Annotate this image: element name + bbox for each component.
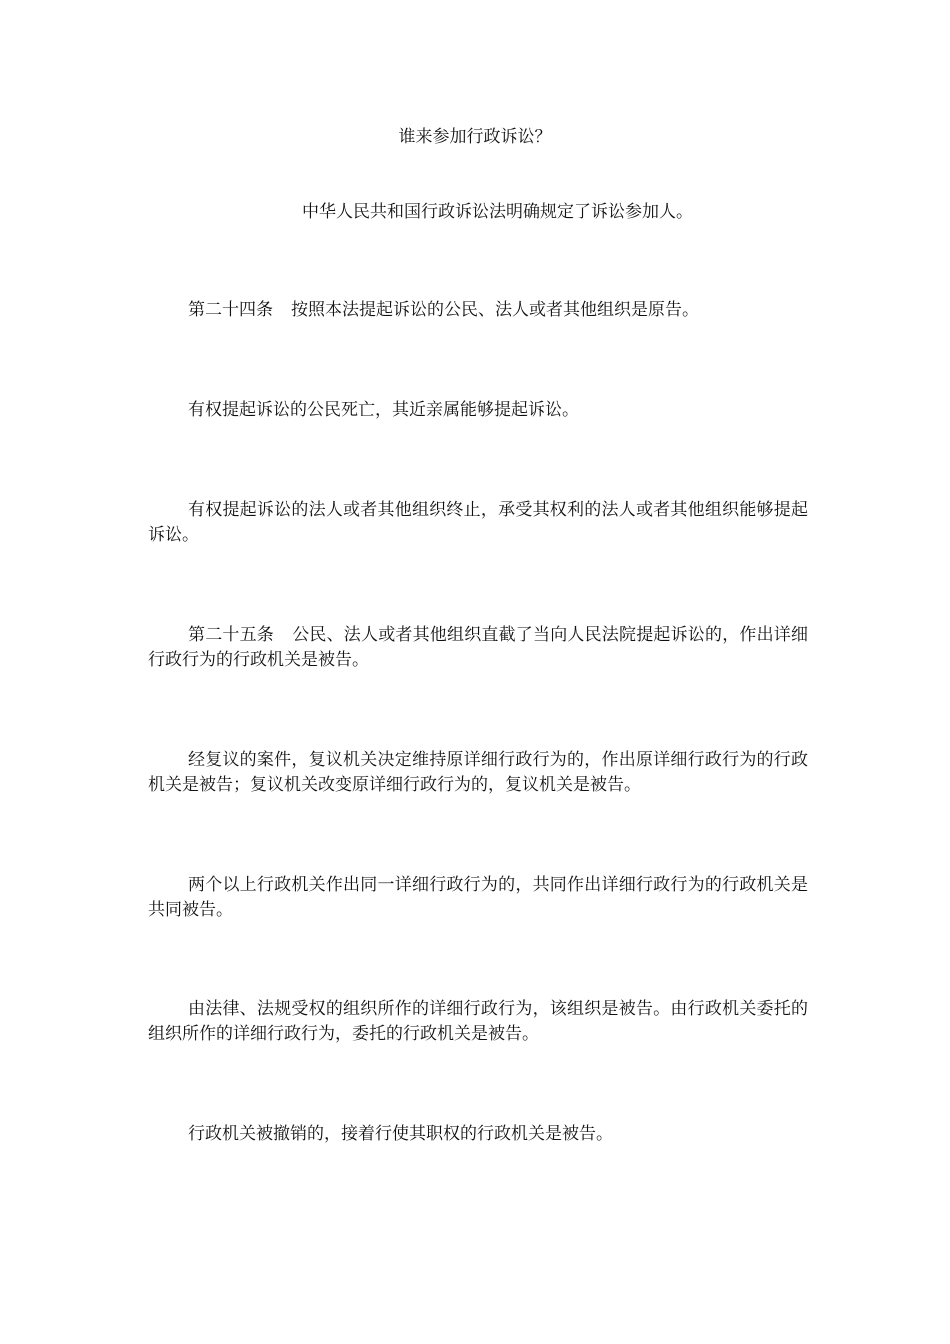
- paragraph: 有权提起诉讼的法人或者其他组织终止，承受其权利的法人或者其他组织能够提起诉讼。: [148, 500, 808, 545]
- paragraph-text: 按照本法提起诉讼的公民、法人或者其他组织是原告。: [291, 300, 699, 320]
- document-subtitle: 中华人民共和国行政诉讼法明确规定了诉讼参加人。: [302, 202, 693, 222]
- paragraph: 两个以上行政机关作出同一详细行政行为的，共同作出详细行政行为的行政机关是共同被告。: [148, 875, 808, 920]
- paragraph: 行政机关被撤销的，接着行使其职权的行政机关是被告。: [188, 1124, 613, 1144]
- paragraph-article-24: [148, 298, 808, 323]
- paragraph-article-25: [148, 623, 808, 673]
- paragraph: 由法律、法规受权的组织所作的详细行政行为，该组织是被告。由行政机关委托的组织所作的详细行政行为，委托的行政机关是被告。: [148, 999, 808, 1044]
- article-number: 第二十四条: [188, 300, 273, 320]
- paragraph: 有权提起诉讼的公民死亡，其近亲属能够提起诉讼。: [188, 400, 579, 420]
- paragraph-text: 公民、法人或者其他组织直截了当向人民法院提起诉讼的，作出详细行政行为的行政机关是被告。: [148, 625, 808, 670]
- article-number: 第二十五条: [188, 625, 274, 645]
- paragraph: 经复议的案件，复议机关决定维持原详细行政行为的，作出原详细行政行为的行政机关是被告；复议机关改变原详细行政行为的，复议机关是被告。: [148, 750, 808, 795]
- document-title: 谁来参加行政诉讼？: [398, 127, 552, 147]
